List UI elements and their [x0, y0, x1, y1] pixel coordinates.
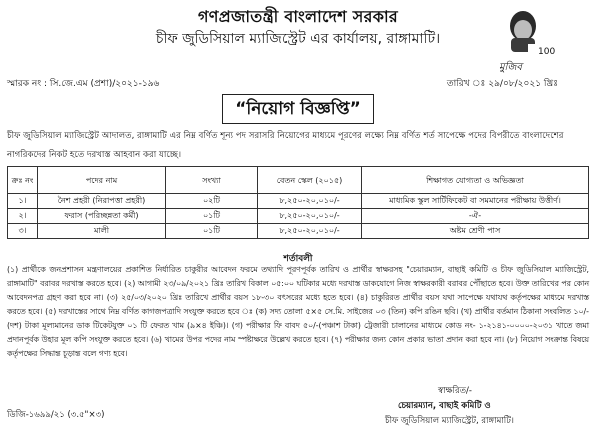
table-row: [8, 209, 589, 224]
cell-post: নৈশ প্রহরী (নিরাপত্তা প্রহরী): [38, 194, 166, 209]
header-qualification: শিক্ষাগত যোগ্যতা ও অভিজ্ঞতা: [362, 167, 589, 194]
vacancy-table: [7, 166, 589, 239]
header-serial: ক্রঃ নং: [8, 167, 38, 194]
cell-qualification: -ঐ-: [362, 209, 589, 224]
cell-serial: ১।: [8, 194, 38, 209]
cell-serial: ২।: [8, 209, 38, 224]
cell-serial: ৩।: [8, 224, 38, 239]
signatory-office: চীফ জুডিসিয়াল ম্যাজিস্ট্রেট, রাঙ্গামাটি।: [385, 416, 514, 426]
cell-scale: ৮,২৫০-২০,০১০/-: [258, 194, 362, 209]
intro-paragraph: চীফ জুডিসিয়াল ম্যাজিস্ট্রেট আদালত, রাঙ্গামাটি এর নিম্ন বর্ণিত শূন্য পদ সরাসরি নিয়োগের মাধ্যমে পূরণের লক্ষ্যে নিম্ন বর্ণিত শর্ত সাপেক্ষে পদের বিপরীতে বাংলাদেশের নাগরিকদের নিকট হতে দরখাস্ত আহবান করা যাচ্ছে।: [7, 131, 564, 160]
cell-scale: ৮,২৫০-২০,০১০/-: [258, 224, 362, 239]
table-header-row: [8, 167, 589, 194]
table-row: [8, 224, 589, 239]
government-heading: গণপ্রজাতন্ত্রী বাংলাদেশ সরকার: [198, 7, 398, 26]
header-count: সংখ্যা: [166, 167, 258, 194]
header-post: পদের নাম: [38, 167, 166, 194]
cell-count: ০১টি: [166, 224, 258, 239]
header-scale: বেতন স্কেল (২০১৫): [258, 167, 362, 194]
memo-number: স্মারক নং : সি.জে.এম (প্রশা)/২০২১-১৯৬: [7, 79, 160, 89]
notice-date: তারিখ ঃ ২৯/০৮/২০২১ খ্রিঃ: [446, 79, 558, 89]
cell-scale: ৮,২৫০-২০,০১০/-: [258, 209, 362, 224]
cell-count: ০১টি: [166, 209, 258, 224]
terms-heading: শর্তাবলী: [283, 254, 313, 264]
terms-paragraph: (১) প্রার্থীকে জনপ্রশাসন মন্ত্রণালয়ের প্রকাশিত নির্ধারিত চাকুরীর আবেদন ফরমে তথ্যাদি পূরণপূর্বক তারিখ ও প্রার্থীর স্বাক্ষরসহ "চেয়ারম্যান, বাছাই কমিটি ও চীফ জুডিসিয়াল ম্যাজিস্ট্রেট, রাঙ্গামাটি" বরাবর দরখাস্ত করতে হবে। (২) আগামী ২৩/০৯/২০২১ খ্রিঃ তারিখ বিকাল ০৫:০০ ঘটিকার মধ্যে দরখাস্ত ডাকযোগে নিজ স্বাক্ষরকারী বরাবর পৌঁছাতে হবে। উক্ত তারিখের পর কোন আবেদনপত্র গ্রহণ করা হবে না। (৩) ২৫/০৩/২০২০ খ্রিঃ তারিখে প্রার্থীর বয়স ১৮-৩০ বৎসরের মধ্যে হতে হবে। (৪) চাকুরিরত প্রার্থীর বয়স যথা সাপেক্ষে যথাযথ কর্তৃপক্ষের মাধ্যমে দরখাস্ত করতে হবে। (৫) দরখাস্তের সাথে নিম্ন বর্ণিত কাগজপত্রাদি সংযুক্ত করতে হবে ঃ (ক) সদ্য তোলা ৫×৫ সে.মি. সাইজের ০৩ (তিন) কপি রঙিন ছবি। (খ) প্রার্থীর বর্তমান ঠিকানা সংবলিত ১০/-(দশ) টাকা মূল্যমানের ডাক টিকেটযুক্ত ০১ টি ফেরত খাম (৯×৪ ইঞ্চি)। (গ) পরীক্ষার ফি বাবদ ৫০/-(পঞ্চাশ টাকা) ট্রেজারী চালানের মাধ্যমে কোড নং- ১-২১৪১-০০০০-২০৩১ খাতে জমা প্রদানপূর্বক উহার মূল কপি সংযুক্ত করতে হবে। (৬) খামের উপর পদের নাম স্পষ্টাক্ষরে উল্লেখ করতে হবে। (৭) পরীক্ষার জন্য কোন প্রকার ভাতা প্রদান করা হবে না। (৮) নিয়োগ সংক্রান্ত বিষয়ে কর্তৃপক্ষের সিদ্ধান্ত চূড়ান্ত বলে গণ্য হবে।: [7, 265, 589, 358]
cell-post: ফরাস (পরিচ্ছন্নতা কর্মী): [38, 209, 166, 224]
notice-title: “নিয়োগ বিজ্ঞপ্তি”: [222, 94, 374, 124]
cell-qualification: অষ্টম শ্রেণী পাস: [362, 224, 589, 239]
cell-count: ০২টি: [166, 194, 258, 209]
cell-qualification: মাধ্যমিক স্কুল সার্টিফিকেট বা সমমানের পরীক্ষায় উত্তীর্ণ।: [362, 194, 589, 209]
signed-label: স্বাক্ষরিত/-: [438, 386, 472, 396]
signatory-title: চেয়ারম্যান, বাছাই কমিটি ও: [398, 401, 491, 411]
table-row: [8, 194, 589, 209]
cell-post: মালী: [38, 224, 166, 239]
footer-code: ডিজি-১৬৯৯/২১ (৩.৫"×৩): [7, 410, 105, 420]
svg-text:মুজিব: মুজিব: [499, 62, 522, 73]
svg-text:100: 100: [538, 47, 556, 57]
office-heading: চীফ জুডিসিয়াল ম্যাজিস্ট্রেট এর কার্যালয়, রাঙ্গামাটি।: [155, 31, 441, 47]
mujib-borsho-logo: [497, 6, 557, 76]
